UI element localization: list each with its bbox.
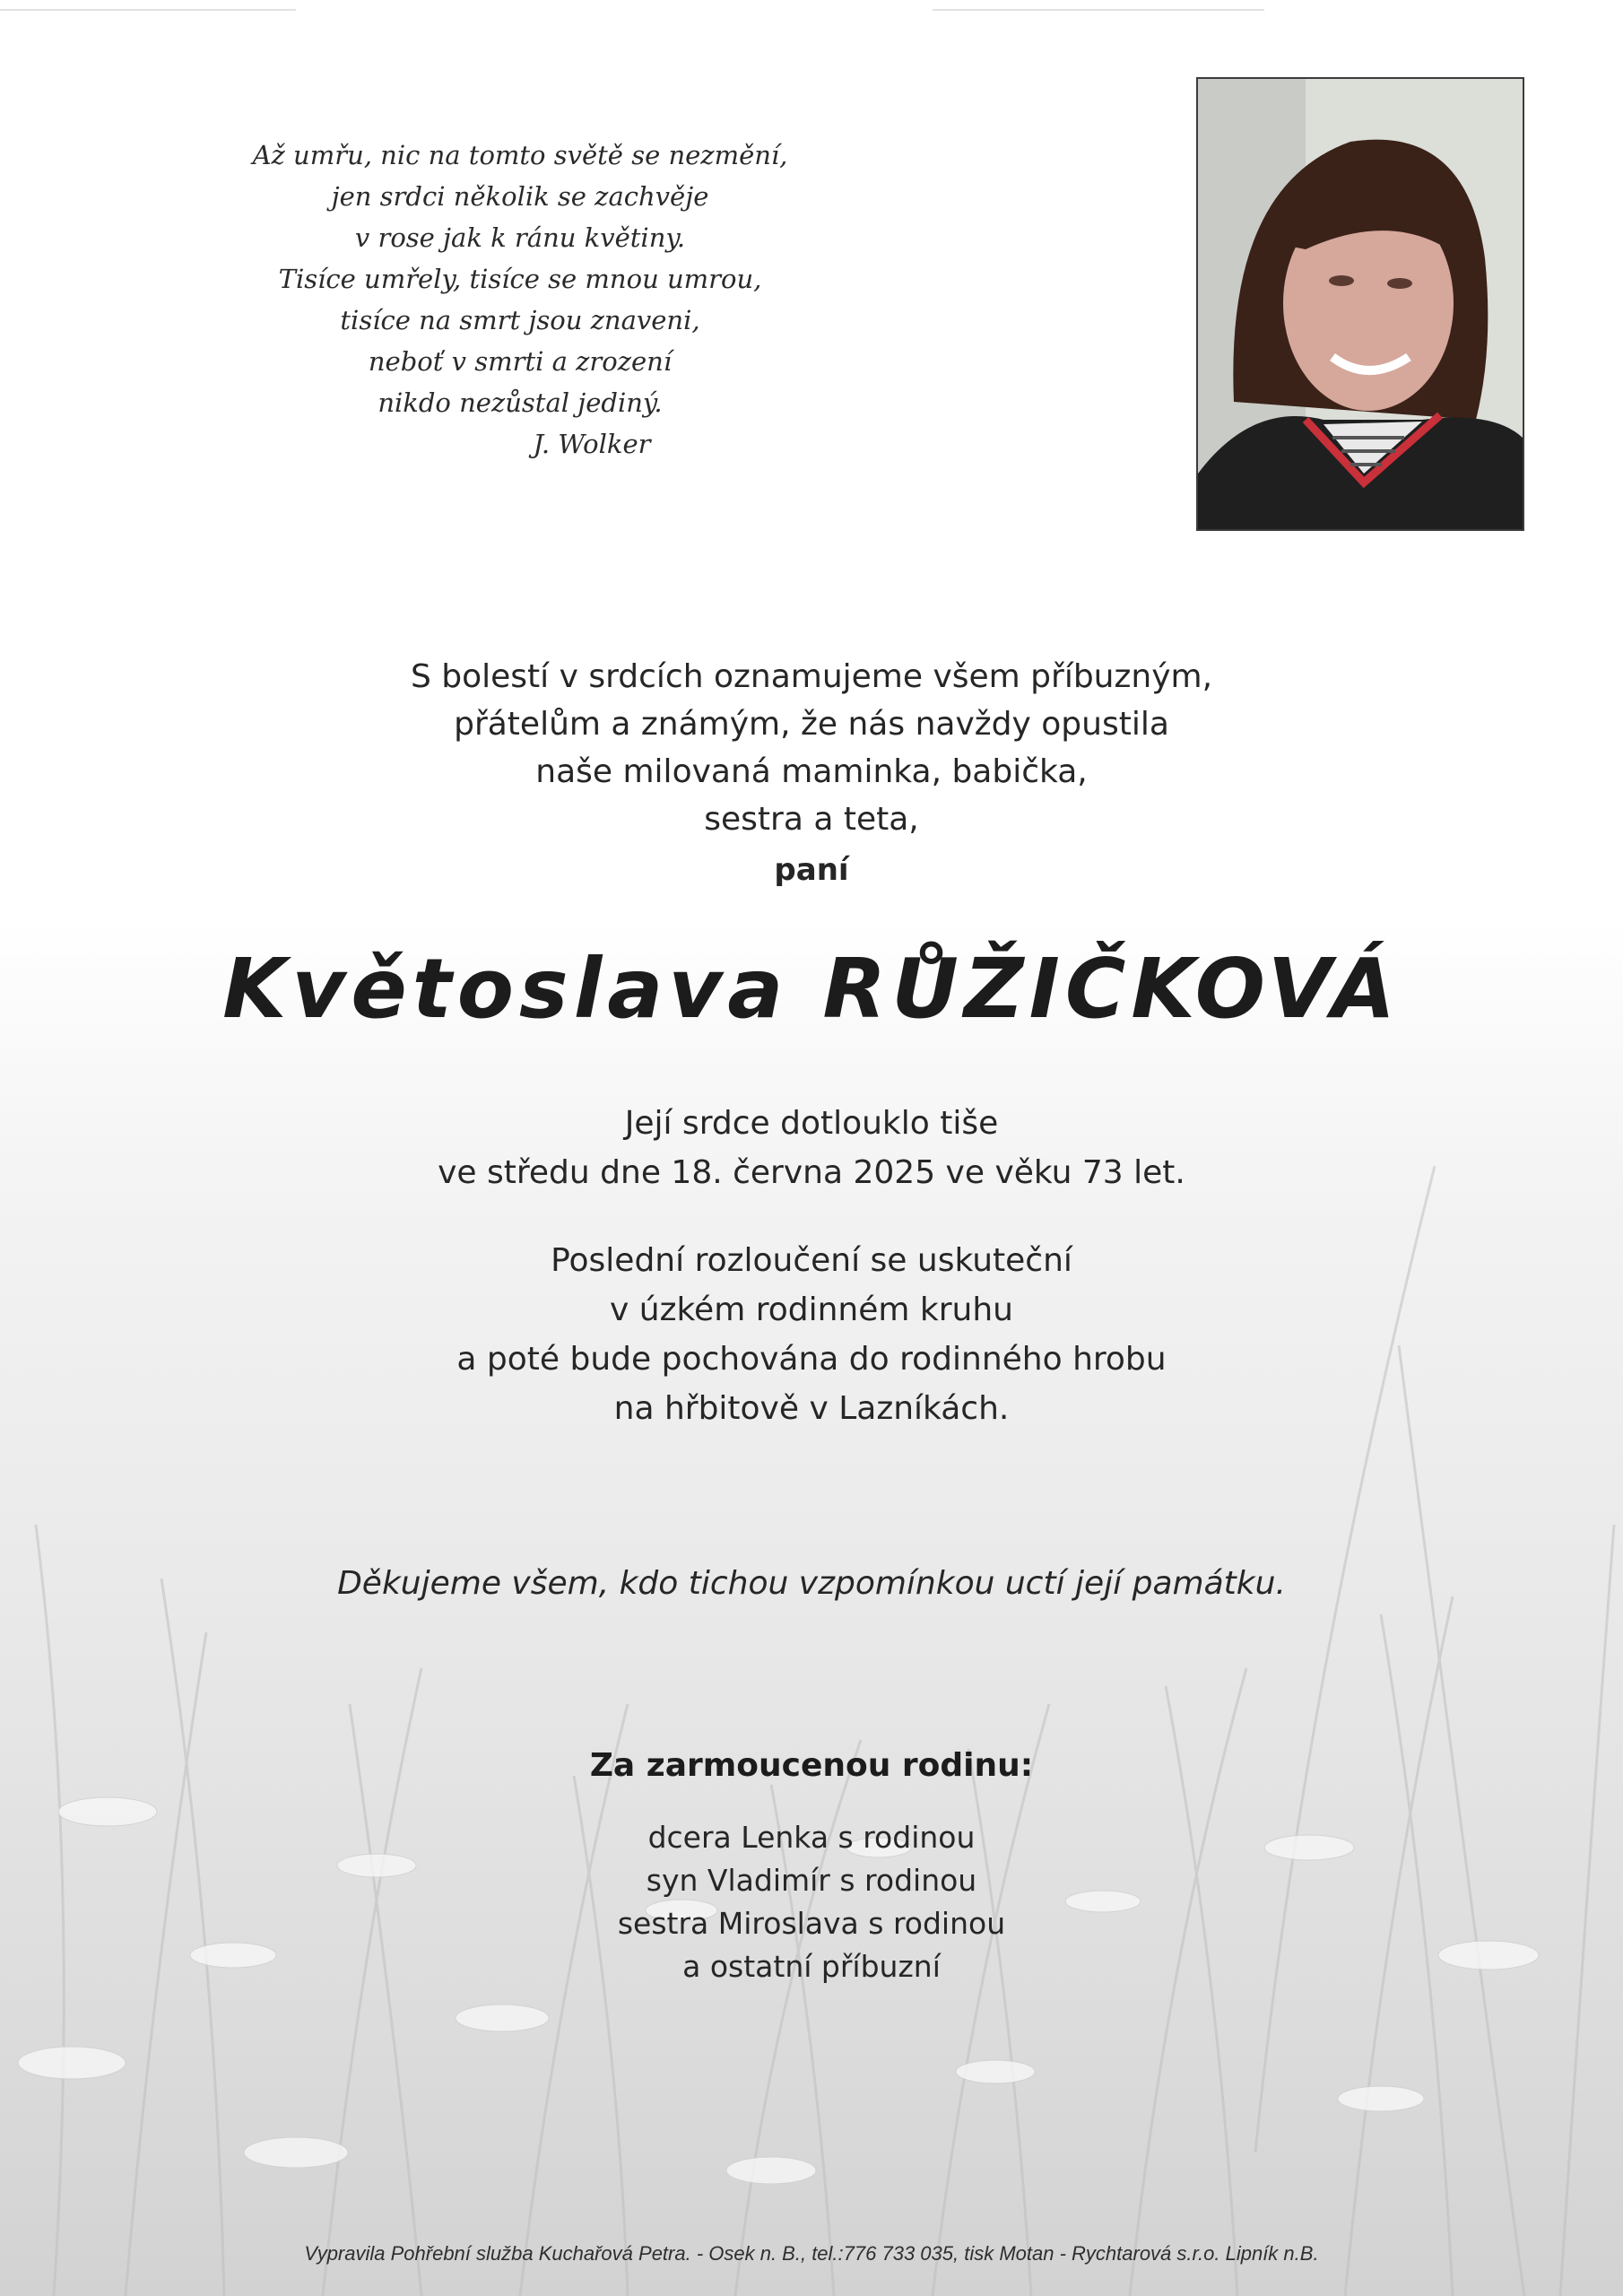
poem-line: jen srdci několik se zachvěje — [331, 181, 709, 212]
funeral-service-footer: Vypravila Pohřební služba Kuchařová Petra. - Osek n. B., tel.:776 733 035, tisk Motan - Rychtarová s.r.o. Lipník n.B. — [304, 2242, 1319, 2265]
poem-line: neboť v smrti a zrození — [368, 346, 673, 377]
family-member: syn Vladimír s rodinou — [646, 1863, 977, 1898]
death-notice — [296, 1099, 1327, 1197]
death-notice-line: Její srdce dotlouklo tiše — [624, 1105, 999, 1142]
honorific: paní — [774, 852, 849, 888]
announcement-line: přátelům a známým, že nás navždy opustila — [454, 706, 1169, 743]
family-list — [296, 1816, 1327, 1988]
death-notice-line: ve středu dne 18. června 2025 ve věku 73 let. — [438, 1154, 1185, 1191]
poem-line: v rose jak k ránu květiny. — [354, 222, 686, 253]
announcement-line: naše milovaná maminka, babička, — [535, 753, 1088, 790]
portrait-photo — [1196, 77, 1524, 531]
announcement-line: sestra a teta, — [704, 801, 919, 838]
poem-line: Tisíce umřely, tisíce se mnou umrou, — [278, 264, 762, 294]
poem-line: nikdo nezůstal jediný. — [378, 387, 663, 418]
scan-mark-left — [0, 9, 296, 11]
family-heading: Za zarmoucenou rodinu: — [589, 1747, 1034, 1784]
deceased-name: Květoslava RŮŽIČKOVÁ — [222, 941, 1401, 1037]
farewell-line: a poté bude pochována do rodinného hrobu — [456, 1341, 1167, 1378]
family-member: a ostatní příbuzní — [682, 1949, 941, 1984]
poem-line: tisíce na smrt jsou znaveni, — [340, 305, 700, 335]
poem-line: Až umřu, nic na tomto světě se nezmění, — [252, 140, 788, 170]
family-member: sestra Miroslava s rodinou — [617, 1906, 1006, 1941]
poem-author: J. Wolker — [533, 429, 651, 459]
farewell-line: v úzkém rodinném kruhu — [610, 1292, 1013, 1328]
farewell-line: Poslední rozloučení se uskuteční — [551, 1242, 1072, 1279]
announcement — [296, 653, 1327, 843]
farewell-info — [296, 1236, 1327, 1433]
family-member: dcera Lenka s rodinou — [647, 1820, 976, 1855]
scan-mark-right — [933, 9, 1264, 11]
poem — [179, 135, 861, 465]
thanks-line: Děkujeme všem, kdo tichou vzpomínkou uctí její památku. — [337, 1565, 1286, 1602]
farewell-line: na hřbitově v Lazníkách. — [613, 1390, 1010, 1427]
announcement-line: S bolestí v srdcích oznamujeme všem příbuzným, — [410, 658, 1213, 695]
